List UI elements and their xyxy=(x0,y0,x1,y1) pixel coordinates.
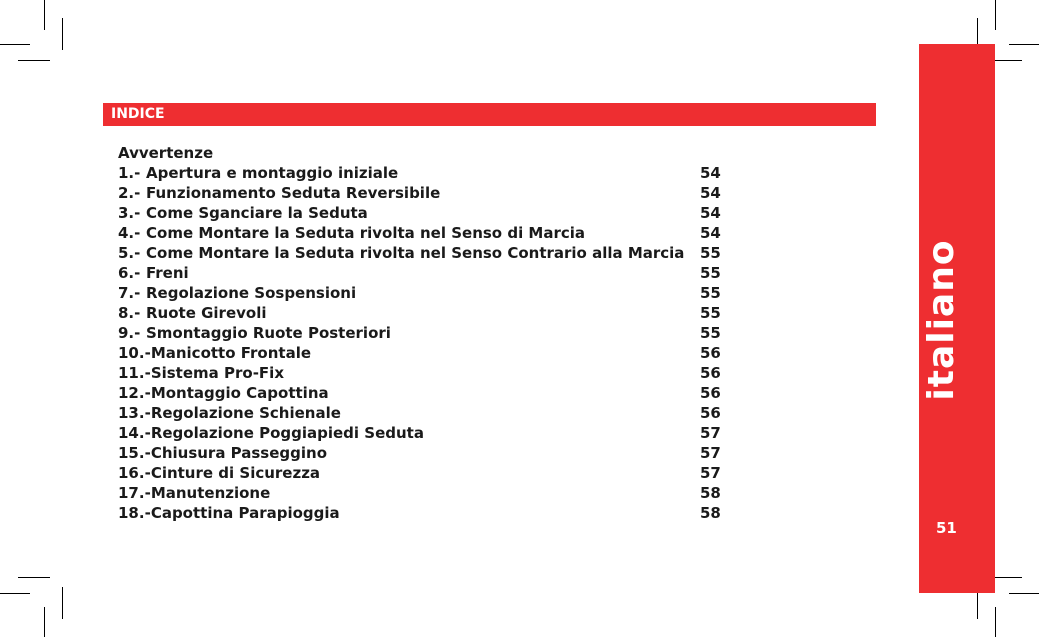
crop-mark xyxy=(995,607,996,637)
toc-entry-title: Regolazione Schienale xyxy=(150,404,341,422)
toc-entry-page: 55 xyxy=(700,244,721,262)
toc-entry-number: 5.- xyxy=(118,244,141,262)
toc-entry-title: Manicotto Frontale xyxy=(150,344,312,362)
toc-entry-title: Capottina Parapioggia xyxy=(150,504,340,522)
crop-mark xyxy=(995,0,996,30)
toc-entry-number: 10.- xyxy=(118,344,151,362)
toc-entry-page: 54 xyxy=(700,164,721,182)
toc-entry-page: 56 xyxy=(700,404,721,422)
toc-entry xyxy=(118,223,728,243)
toc-entry xyxy=(118,343,728,363)
toc-entry-title: Regolazione Sospensioni xyxy=(146,284,357,302)
toc-entry-title: Manutenzione xyxy=(150,484,271,502)
toc-entry xyxy=(118,443,728,463)
toc-entry-number: 7.- xyxy=(118,284,141,302)
toc-entry-number: 16.- xyxy=(118,464,151,482)
toc-entry-number: 3.- xyxy=(118,204,141,222)
crop-mark xyxy=(18,577,50,578)
toc-entry-number: 9.- xyxy=(118,324,141,342)
toc-entry-number: 15.- xyxy=(118,444,151,462)
toc-entry-number: 8.- xyxy=(118,304,141,322)
crop-mark xyxy=(18,60,50,61)
toc-entry-title: Smontaggio Ruote Posteriori xyxy=(146,324,391,342)
toc-entry xyxy=(118,303,728,323)
toc-entry-page: 54 xyxy=(700,184,721,202)
toc-entry xyxy=(118,483,728,503)
toc-entry-page: 54 xyxy=(700,204,721,222)
toc-entry-title: Chiusura Passeggino xyxy=(150,444,328,462)
toc-entry-number: 1.- xyxy=(118,164,141,182)
toc-entry-number: 13.- xyxy=(118,404,151,422)
toc-entry xyxy=(118,423,728,443)
toc-entry-title: Ruote Girevoli xyxy=(146,304,267,322)
toc-entry-number: 12.- xyxy=(118,384,151,402)
section-header-bar xyxy=(103,103,876,126)
toc-entry xyxy=(118,163,728,183)
toc-entry-page: 56 xyxy=(700,384,721,402)
toc-entry-number: 4.- xyxy=(118,224,141,242)
toc-entry xyxy=(118,243,728,263)
toc-entry-number: 2.- xyxy=(118,184,141,202)
toc-intro: Avvertenze xyxy=(118,144,214,162)
toc-entry xyxy=(118,503,728,523)
toc-entry-page: 56 xyxy=(700,344,721,362)
toc-entry-page: 55 xyxy=(700,264,721,282)
toc-entry xyxy=(118,203,728,223)
toc-entry xyxy=(118,323,728,343)
toc-entry-title: Come Sganciare la Seduta xyxy=(146,204,368,222)
toc-entry-title: Cinture di Sicurezza xyxy=(150,464,321,482)
crop-mark xyxy=(0,44,30,45)
toc-entry-title: Come Montare la Seduta rivolta nel Senso Contrario alla Marcia xyxy=(146,244,685,262)
crop-mark xyxy=(44,607,45,637)
toc-entry xyxy=(118,463,728,483)
toc-entry-page: 58 xyxy=(700,504,721,522)
toc-entry xyxy=(118,363,728,383)
toc-entry-number: 18.- xyxy=(118,504,151,522)
toc-entry-page: 58 xyxy=(700,484,721,502)
language-label: italiano xyxy=(921,239,962,401)
crop-mark xyxy=(62,587,63,619)
page-number: 51 xyxy=(936,519,957,537)
crop-mark xyxy=(1009,44,1039,45)
crop-mark xyxy=(62,18,63,50)
toc-list xyxy=(118,163,728,523)
toc-entry-title: Regolazione Poggiapiedi Seduta xyxy=(150,424,424,442)
toc-entry xyxy=(118,283,728,303)
toc-entry-title: Montaggio Capottina xyxy=(150,384,329,402)
toc-entry-page: 57 xyxy=(700,424,721,442)
toc-entry-page: 55 xyxy=(700,324,721,342)
section-title: INDICE xyxy=(111,106,165,122)
toc-entry-title: Sistema Pro-Fix xyxy=(150,364,284,382)
toc-entry-number: 11.- xyxy=(118,364,151,382)
toc-entry-page: 57 xyxy=(700,464,721,482)
crop-mark xyxy=(44,0,45,30)
toc-entry xyxy=(118,183,728,203)
toc-entry-number: 17.- xyxy=(118,484,151,502)
toc-entry-page: 54 xyxy=(700,224,721,242)
toc-entry-title: Freni xyxy=(146,264,189,282)
table-of-contents xyxy=(118,143,728,523)
toc-entry-title: Apertura e montaggio iniziale xyxy=(146,164,399,182)
toc-entry-page: 56 xyxy=(700,364,721,382)
crop-mark xyxy=(0,593,30,594)
toc-entry-title: Come Montare la Seduta rivolta nel Senso di Marcia xyxy=(146,224,586,242)
toc-entry-page: 57 xyxy=(700,444,721,462)
toc-entry xyxy=(118,403,728,423)
toc-entry-number: 6.- xyxy=(118,264,141,282)
toc-entry-number: 14.- xyxy=(118,424,151,442)
toc-entry-title: Funzionamento Seduta Reversibile xyxy=(146,184,441,202)
toc-entry xyxy=(118,383,728,403)
toc-entry xyxy=(118,263,728,283)
toc-entry-page: 55 xyxy=(700,304,721,322)
toc-entry-page: 55 xyxy=(700,284,721,302)
crop-mark xyxy=(1009,593,1039,594)
